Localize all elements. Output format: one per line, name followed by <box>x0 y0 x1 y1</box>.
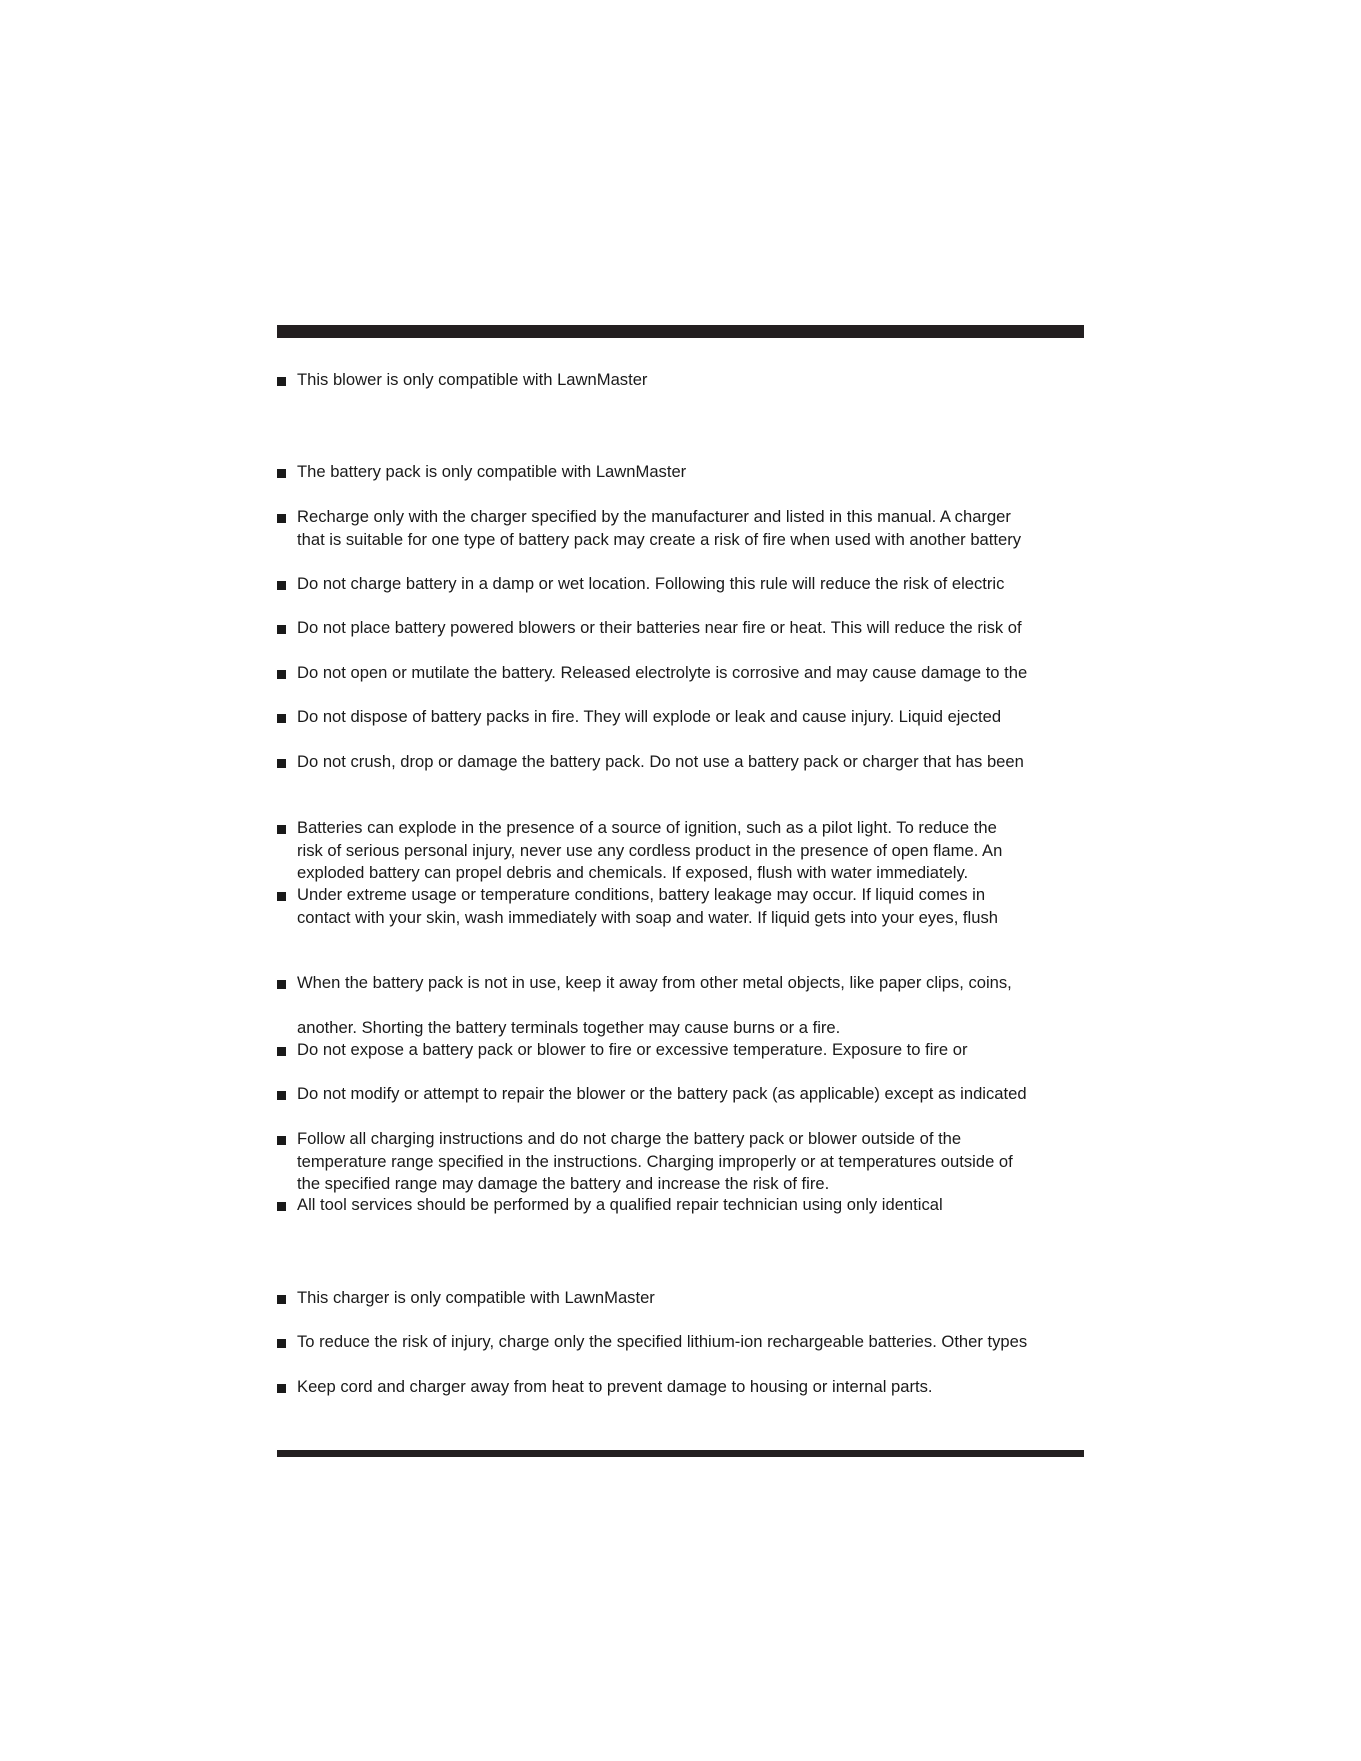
safety-rule-line: risk of serious personal injury, never use any cordless product in the presence of open flame. An <box>297 840 1003 860</box>
safety-rule-line: To reduce the risk of injury, charge only the specified lithium-ion rechargeable batteries. Other types <box>297 1332 1028 1351</box>
safety-rule-item <box>277 1039 1097 1062</box>
square-bullet-icon <box>277 825 286 834</box>
safety-rule-line: This charger is only compatible with LawnMaster <box>297 1288 655 1307</box>
safety-rule-item <box>277 573 1097 596</box>
square-bullet-icon <box>277 1202 286 1211</box>
safety-rule-item <box>277 1287 1097 1310</box>
safety-rule-text <box>277 1194 1097 1217</box>
safety-rule-line: exploded battery can propel debris and chemicals. If exposed, flush with water immediately. <box>297 863 969 882</box>
square-bullet-icon <box>277 1384 286 1393</box>
top-divider-rule <box>277 325 1084 338</box>
safety-rule-text <box>277 817 1097 885</box>
safety-rule-line: Do not open or mutilate the battery. Released electrolyte is corrosive and may cause damage to the <box>297 663 1028 682</box>
safety-rule-item <box>277 461 1097 484</box>
safety-rule-text <box>277 972 1097 1040</box>
safety-rule-line: The battery pack is only compatible with LawnMaster <box>297 462 687 481</box>
square-bullet-icon <box>277 980 286 989</box>
safety-rule-item <box>277 884 1097 929</box>
safety-rule-text <box>277 506 1097 551</box>
safety-rule-item <box>277 369 1097 392</box>
square-bullet-icon <box>277 892 286 901</box>
safety-rule-item <box>277 972 1097 1040</box>
square-bullet-icon <box>277 469 286 478</box>
safety-rule-text <box>277 617 1097 640</box>
safety-rule-text <box>277 369 1097 392</box>
safety-rule-line: Under extreme usage or temperature conditions, battery leakage may occur. If liquid comes in <box>297 885 986 904</box>
square-bullet-icon <box>277 1091 286 1100</box>
safety-rule-text <box>277 706 1097 729</box>
safety-rule-line: This blower is only compatible with LawnMaster <box>297 370 648 389</box>
square-bullet-icon <box>277 514 286 523</box>
square-bullet-icon <box>277 1047 286 1056</box>
safety-rule-line: another. Shorting the battery terminals together may cause burns or a fire. <box>297 1018 841 1037</box>
safety-rule-text <box>277 751 1097 774</box>
safety-rule-text <box>277 1287 1097 1310</box>
safety-rule-item <box>277 1331 1097 1354</box>
safety-rule-line: All tool services should be performed by a qualified repair technician using only identical <box>297 1195 943 1214</box>
safety-rule-item <box>277 1128 1097 1196</box>
safety-rule-text <box>277 1331 1097 1354</box>
safety-rule-line: Do not crush, drop or damage the battery pack. Do not use a battery pack or charger that has been <box>297 752 1024 771</box>
safety-rule-text <box>277 461 1097 484</box>
safety-rule-line: the specified range may damage the battery and increase the risk of fire. <box>297 1174 830 1193</box>
safety-rule-line <box>297 995 1097 1018</box>
safety-rule-item <box>277 1376 1097 1399</box>
safety-rule-line: Recharge only with the charger specified by the manufacturer and listed in this manual. A charger <box>297 507 1011 526</box>
square-bullet-icon <box>277 670 286 679</box>
square-bullet-icon <box>277 1295 286 1304</box>
safety-rule-item <box>277 751 1097 774</box>
safety-rule-text <box>277 662 1097 685</box>
square-bullet-icon <box>277 714 286 723</box>
safety-rule-item <box>277 1194 1097 1217</box>
safety-rule-text <box>277 1128 1097 1196</box>
safety-rule-line: Follow all charging instructions and do not charge the battery pack or blower outside of the <box>297 1129 962 1148</box>
safety-rule-line: Do not charge battery in a damp or wet location. Following this rule will reduce the risk of electric <box>297 574 1005 593</box>
safety-rule-line: Do not dispose of battery packs in fire. They will explode or leak and cause injury. Liquid ejected <box>297 707 1002 726</box>
square-bullet-icon <box>277 377 286 386</box>
square-bullet-icon <box>277 1339 286 1348</box>
bottom-divider-rule <box>277 1450 1084 1457</box>
square-bullet-icon <box>277 759 286 768</box>
square-bullet-icon <box>277 581 286 590</box>
safety-rule-line: Keep cord and charger away from heat to prevent damage to housing or internal parts. <box>297 1377 933 1396</box>
safety-rule-text <box>277 884 1097 929</box>
safety-rule-line: Do not modify or attempt to repair the blower or the battery pack (as applicable) except as indicated <box>297 1084 1027 1103</box>
safety-rule-line: temperature range specified in the instructions. Charging improperly or at temperatures outside of <box>297 1151 1013 1171</box>
safety-rule-line: Do not expose a battery pack or blower to fire or excessive temperature. Exposure to fire or <box>297 1040 968 1059</box>
safety-rule-item <box>277 662 1097 685</box>
safety-rule-text <box>277 1083 1097 1106</box>
safety-rule-text <box>277 1039 1097 1062</box>
safety-rule-text <box>277 1376 1097 1399</box>
safety-rule-line: Do not place battery powered blowers or their batteries near fire or heat. This will reduce the risk of <box>297 618 1022 637</box>
safety-rule-item <box>277 817 1097 885</box>
square-bullet-icon <box>277 625 286 634</box>
safety-rule-item <box>277 506 1097 551</box>
safety-rule-line: Batteries can explode in the presence of a source of ignition, such as a pilot light. To reduce the <box>297 818 997 837</box>
safety-rule-line: contact with your skin, wash immediately with soap and water. If liquid gets into your eyes, flush <box>297 907 998 927</box>
safety-rule-item <box>277 617 1097 640</box>
safety-rule-text <box>277 573 1097 596</box>
square-bullet-icon <box>277 1136 286 1145</box>
safety-rule-item <box>277 706 1097 729</box>
safety-rule-item <box>277 1083 1097 1106</box>
safety-rule-line: When the battery pack is not in use, keep it away from other metal objects, like paper clips, coins, <box>297 973 1012 992</box>
safety-rule-line: that is suitable for one type of battery pack may create a risk of fire when used with another battery <box>297 529 1022 549</box>
